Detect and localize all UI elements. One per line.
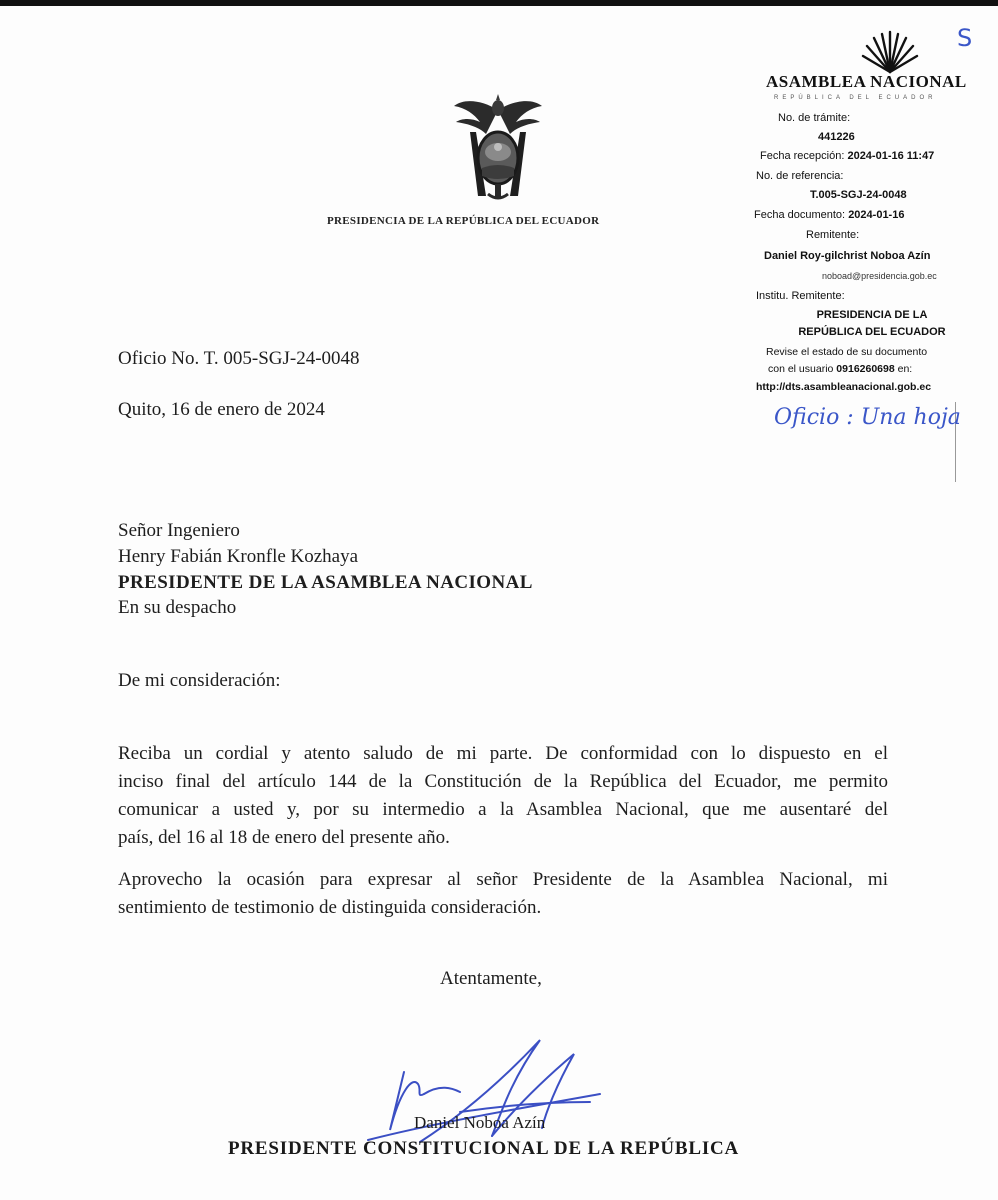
institu-value-1: PRESIDENCIA DE LA — [816, 309, 928, 321]
referencia-label: No. de referencia: — [756, 170, 844, 182]
handwritten-corner-mark: S — [957, 24, 973, 52]
body-1-line: comunicar a usted y, por su intermedio a la Asamblea Nacional, que me ausentaré del — [118, 799, 888, 820]
recipient-place: En su despacho — [118, 597, 237, 618]
reception-stamp — [752, 24, 992, 448]
body-paragraph-1 — [118, 740, 888, 852]
stamp-org-name: ASAMBLEA NACIONAL — [766, 72, 967, 91]
institu-label: Institu. Remitente: — [756, 290, 845, 302]
place-date: Quito, 16 de enero de 2024 — [118, 399, 325, 420]
recepcion-value: 2024-01-16 11:47 — [847, 150, 935, 162]
body-1-line: país, del 16 al 18 de enero del presente año. — [118, 827, 450, 848]
institu-value-2: REPÚBLICA DEL ECUADOR — [798, 326, 946, 338]
documento-field — [754, 209, 904, 221]
asamblea-logo-icon — [860, 28, 920, 76]
body-2-line: Aprovecho la ocasión para expresar al señor Presidente de la Asamblea Nacional, mi — [118, 869, 888, 890]
tramite-label: No. de trámite: — [778, 112, 851, 124]
remitente-email: noboad@presidencia.gob.ec — [822, 271, 937, 281]
recepcion-label: Fecha recepción: — [760, 150, 845, 162]
greeting: De mi consideración: — [118, 670, 281, 691]
tramite-value: 441226 — [818, 131, 855, 143]
body-2-line: sentimiento de testimonio de distinguida consideración. — [118, 897, 542, 918]
revise-line-1: Revise el estado de su documento — [766, 346, 928, 358]
remitente-value: Daniel Roy-gilchrist Noboa Azín — [764, 250, 931, 262]
institution-heading: PRESIDENCIA DE LA REPÚBLICA DEL ECUADOR — [327, 215, 600, 227]
closing: Atentamente, — [440, 968, 542, 989]
remitente-label: Remitente: — [806, 229, 860, 241]
recipient-title: PRESIDENTE DE LA ASAMBLEA NACIONAL — [118, 572, 533, 593]
revise-prefix: con el usuario — [768, 363, 834, 375]
page-top-edge — [0, 0, 998, 6]
recipient-salutation: Señor Ingeniero — [118, 520, 240, 541]
revise-url: http://dts.asambleanacional.gob.ec — [756, 381, 932, 393]
documento-label: Fecha documento: — [754, 209, 846, 221]
revise-suffix: en: — [897, 363, 913, 375]
revise-line-2 — [768, 363, 912, 375]
ecuador-coat-of-arms-icon — [452, 92, 544, 204]
handwritten-note: Oficio : Una hoja — [774, 405, 961, 430]
stamp-org-subtitle: REPÚBLICA DEL ECUADOR — [774, 95, 937, 101]
revise-user: 0916260698 — [836, 363, 895, 375]
recipient-name: Henry Fabián Kronfle Kozhaya — [118, 546, 359, 567]
oficio-number: Oficio No. T. 005-SGJ-24-0048 — [118, 348, 360, 369]
recepcion-field — [760, 150, 934, 162]
signer-name: Daniel Noboa Azín — [414, 1113, 546, 1132]
body-1-line: inciso final del artículo 144 de la Constitución de la República del Ecuador, me permito — [118, 771, 888, 792]
documento-value: 2024-01-16 — [848, 209, 905, 221]
signer-title: PRESIDENTE CONSTITUCIONAL DE LA REPÚBLICA — [228, 1138, 740, 1159]
body-1-line: Reciba un cordial y atento saludo de mi parte. De conformidad con lo dispuesto en el — [118, 743, 888, 764]
body-paragraph-2 — [118, 866, 888, 922]
referencia-value: T.005-SGJ-24-0048 — [810, 189, 907, 201]
